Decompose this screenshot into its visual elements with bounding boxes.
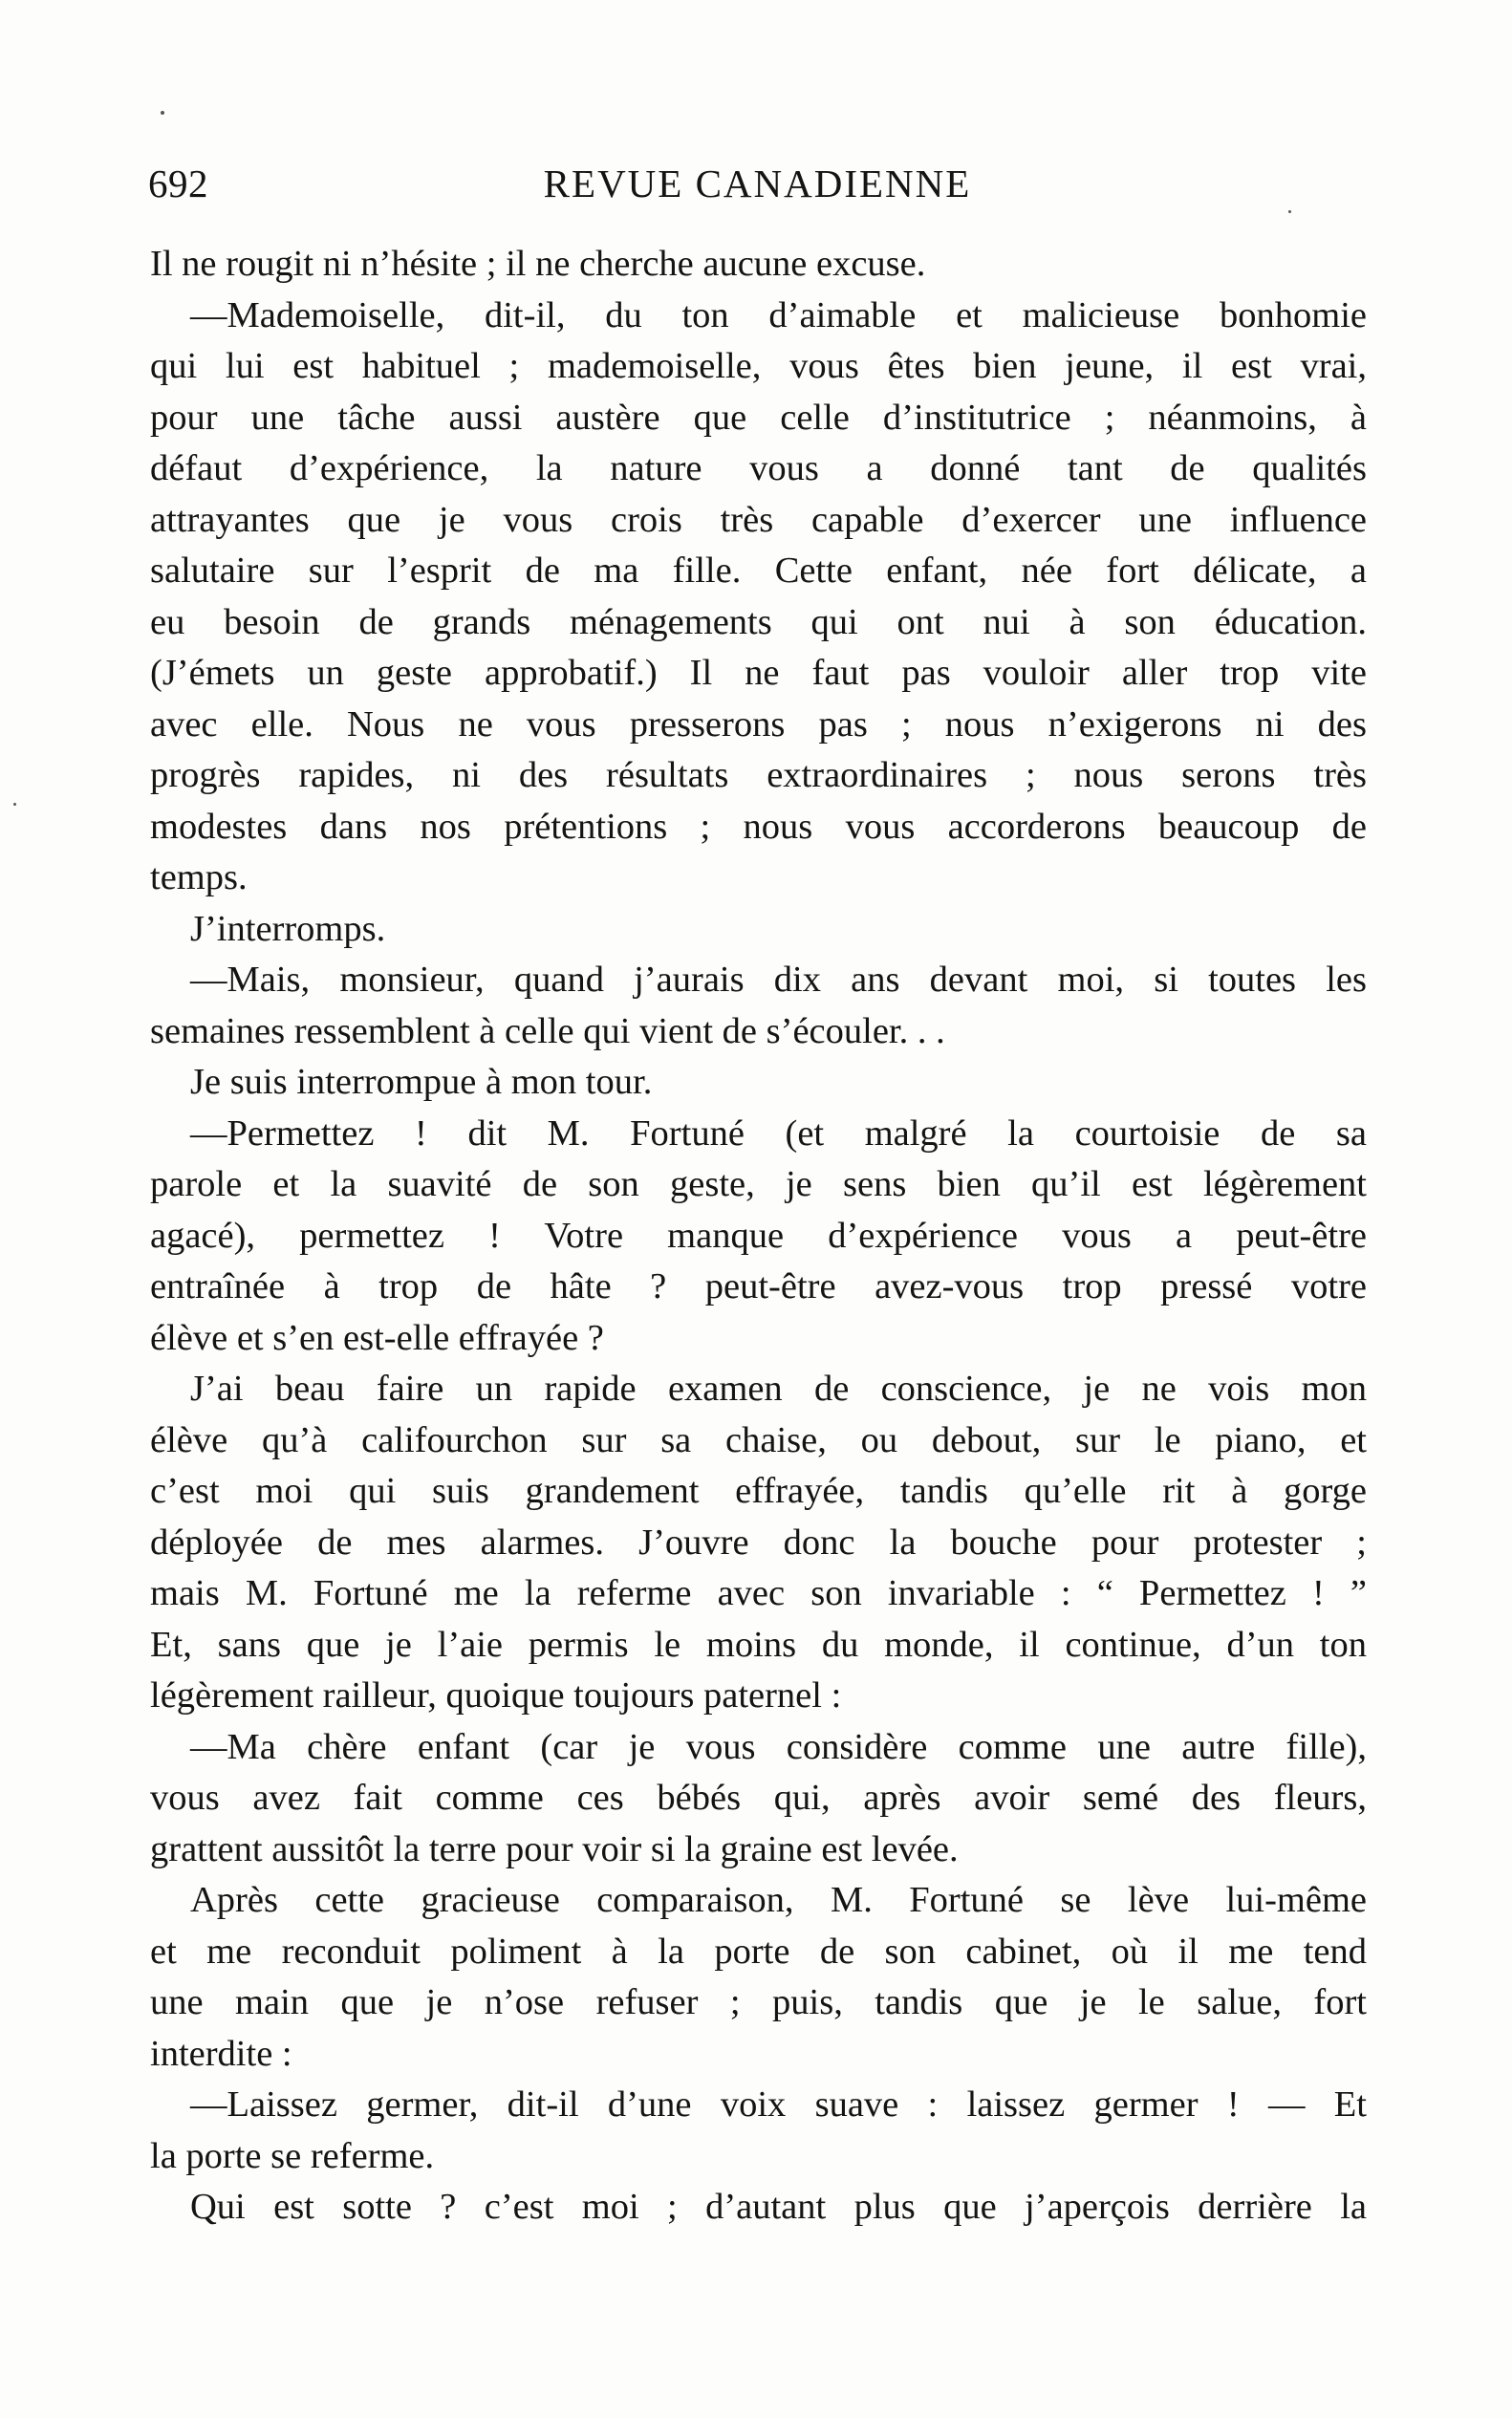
- text-line: pour une tâche aussi austère que celle d’institutrice ; néanmoins, à: [150, 397, 1367, 438]
- text-line: J’ai beau faire un rapide examen de conscience, je ne vois mon: [190, 1369, 1367, 1409]
- body-text: [150, 239, 1367, 2234]
- text-line: —Permettez ! dit M. Fortuné (et malgré la courtoisie de sa: [190, 1112, 1367, 1154]
- text-line: Qui est sotte ? c’est moi ; d’autant plus que j’aperçois derrière la: [190, 2187, 1367, 2227]
- text-line: Il ne rougit ni n’hésite ; il ne cherche aucune excuse.: [150, 244, 926, 284]
- running-head: REVUE CANADIENNE: [543, 162, 972, 205]
- text-line: une main que je n’ose refuser ; puis, tandis que je le salue, fort: [150, 1982, 1367, 2022]
- text-line: semaines ressemblent à celle qui vient de s’écouler. . .: [150, 1010, 945, 1051]
- text-line: entraînée à trop de hâte ? peut-être avez-vous trop pressé votre: [150, 1266, 1367, 1306]
- text-line: agacé), permettez ! Votre manque d’expérience vous a peut-être: [150, 1215, 1367, 1256]
- text-line: —Mademoiselle, dit-il, du ton d’aimable et malicieuse bonhomie: [190, 294, 1367, 335]
- text-line: élève qu’à califourchon sur sa chaise, ou debout, sur le piano, et: [150, 1419, 1367, 1460]
- text-line: c’est moi qui suis grandement effrayée, tandis qu’elle rit à gorge: [150, 1471, 1367, 1511]
- text-line: mais M. Fortuné me la referme avec son invariable : “ Permettez ! ”: [150, 1573, 1367, 1613]
- text-line: défaut d’expérience, la nature vous a donné tant de qualités: [150, 448, 1367, 488]
- text-line: déployée de mes alarmes. J’ouvre donc la bouche pour protester ;: [150, 1522, 1367, 1563]
- text-line: J’interromps.: [190, 908, 386, 949]
- text-line: avec elle. Nous ne vous presserons pas ; nous n’exigerons ni des: [150, 703, 1367, 745]
- text-line: progrès rapides, ni des résultats extraordinaires ; nous serons très: [150, 755, 1367, 795]
- text-line: Je suis interrompue à mon tour.: [190, 1062, 653, 1102]
- text-line: salutaire sur l’esprit de ma fille. Cette enfant, née fort délicate, a: [150, 551, 1367, 591]
- text-line: —Laissez germer, dit-il d’une voix suave : laissez germer ! — Et: [190, 2084, 1367, 2125]
- scan-speck: [13, 803, 16, 806]
- text-line: temps.: [150, 857, 248, 897]
- text-line: —Mais, monsieur, quand j’aurais dix ans devant moi, si toutes les: [190, 960, 1367, 1000]
- text-line: et me reconduit poliment à la porte de son cabinet, où il me tend: [150, 1931, 1367, 1972]
- text-line: modestes dans nos prétentions ; nous vous accorderons beaucoup de: [150, 806, 1367, 847]
- text-line: interdite :: [150, 2033, 292, 2074]
- text-line: Et, sans que je l’aie permis le moins du monde, il continue, d’un ton: [150, 1624, 1367, 1665]
- text-line: vous avez fait comme ces bébés qui, après avoir semé des fleurs,: [150, 1778, 1367, 1818]
- text-line: —Ma chère enfant (car je vous considère comme une autre fille),: [190, 1726, 1367, 1767]
- text-line: qui lui est habituel ; mademoiselle, vous êtes bien jeune, il est vrai,: [150, 346, 1367, 386]
- text-line: grattent aussitôt la terre pour voir si la graine est levée.: [150, 1828, 959, 1869]
- text-line: attrayantes que je vous crois très capable d’exercer une influence: [150, 499, 1367, 540]
- text-line: la porte se referme.: [150, 2135, 435, 2176]
- page-header: [148, 155, 1367, 212]
- text-line: légèrement railleur, quoique toujours paternel :: [150, 1675, 842, 1716]
- text-line: (J’émets un geste approbatif.) Il ne faut pas vouloir aller trop vite: [150, 653, 1367, 693]
- text-line: eu besoin de grands ménagements qui ont nui à son éducation.: [150, 601, 1367, 642]
- text-line: élève et s’en est-elle effrayée ?: [150, 1317, 604, 1358]
- scan-speck: [161, 111, 164, 115]
- text-line: Après cette gracieuse comparaison, M. Fortuné se lève lui-même: [190, 1880, 1367, 1920]
- page-number: 692: [148, 162, 208, 205]
- text-line: parole et la suavité de son geste, je sens bien qu’il est légèrement: [150, 1164, 1367, 1204]
